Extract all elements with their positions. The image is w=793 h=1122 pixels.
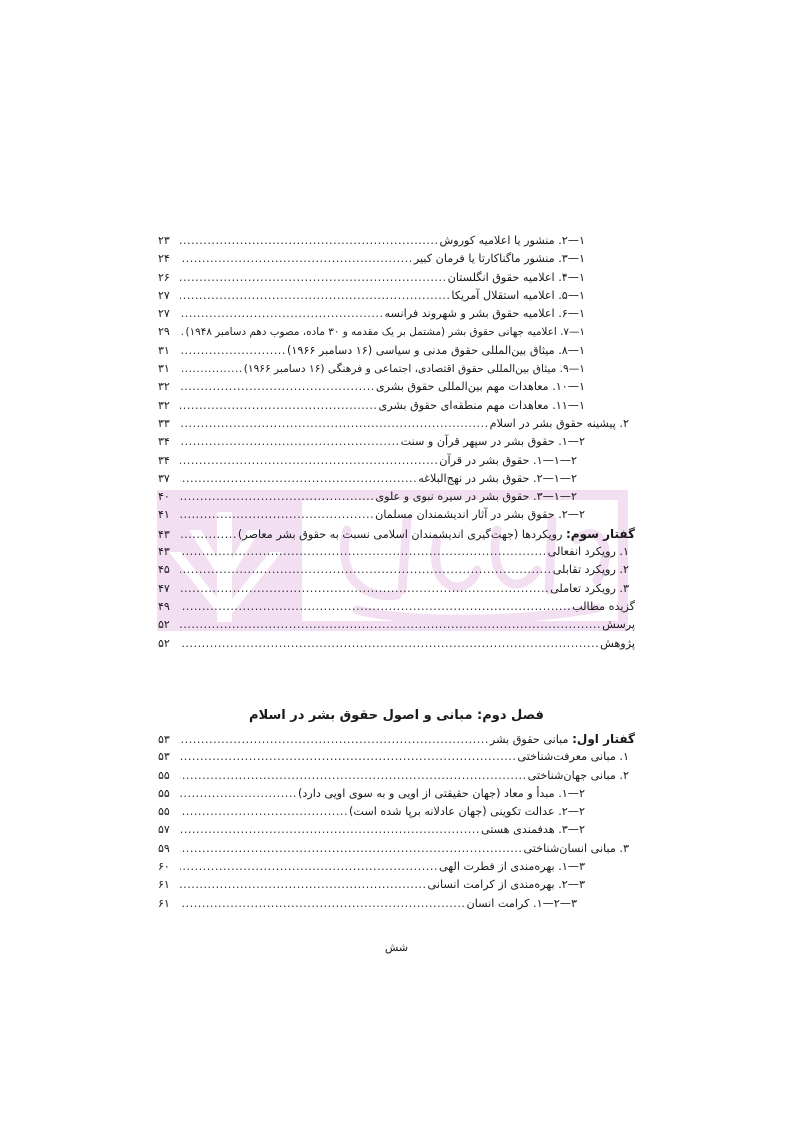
page-number: ۵۷ — [158, 823, 170, 837]
leader-dots — [180, 506, 374, 524]
page-number: ۵۲ — [158, 636, 170, 650]
leader-dots — [180, 378, 375, 396]
page-number: ۴۱ — [158, 508, 170, 522]
page-number: ۴۳ — [158, 545, 170, 559]
toc-entry[interactable]: ۱—۷. اعلامیه جهانی حقوق بشر (مشتمل بر یک مقدمه و ۳۰ ماده، مصوب دهم دسامبر ۱۹۴۸) ..... ۲۹ — [158, 323, 635, 341]
toc-entry[interactable]: ۲—۲. عدالت تکوینی (جهان عادلانه برپا شده است) ..... ۵۵ — [158, 803, 635, 821]
leader-dots — [180, 470, 417, 488]
page-footer-label: شش — [384, 941, 409, 954]
page-number: ۴۳ — [158, 527, 170, 541]
toc-entry[interactable]: ۲. پیشینه حقوق بشر در اسلام ..... ۳۳ — [158, 415, 635, 433]
leader-dots — [180, 731, 489, 749]
toc-entry[interactable]: ۳. مبانی انسان‌شناختی ..... ۵۹ — [158, 840, 635, 858]
page-number: ۳۱ — [158, 343, 170, 357]
leader-dots — [180, 598, 571, 616]
toc-entry[interactable]: ۱—۱۱. معاهدات مهم منطقه‌ای حقوق بشری ..... ۳۲ — [158, 397, 635, 415]
section-heading-label: گفتار سوم: — [565, 526, 635, 541]
toc-entry[interactable]: پرسش ..... ۵۲ — [158, 616, 635, 634]
page-number: ۶۱ — [158, 878, 170, 892]
page-number: ۴۹ — [158, 599, 170, 613]
section-heading-label: گفتار اول: — [572, 732, 635, 746]
page-number: ۶۱ — [158, 896, 170, 910]
page-number: ۳۲ — [158, 398, 170, 412]
leader-dots — [180, 895, 465, 913]
page-number: ۵۳ — [158, 750, 170, 764]
page-number: ۶۰ — [158, 860, 170, 874]
leader-dots — [180, 287, 450, 305]
toc-entry[interactable]: ۲. رویکرد تقابلی ..... ۴۵ — [158, 561, 635, 579]
toc-entry[interactable]: ۳—۲—۱. کرامت انسان ..... ۶۱ — [158, 895, 635, 913]
page-number: ۵۳ — [158, 733, 170, 746]
toc-entry[interactable]: ۲—۱. حقوق بشر در سپهر قرآن و سنت ..... ۳۴ — [158, 433, 635, 451]
toc-entry[interactable]: ۱. مبانی معرفت‌شناختی ..... ۵۳ — [158, 748, 635, 766]
toc-entry[interactable]: ۱—۳. منشور ماگناکارتا یا فرمان کبیر ..... ۲۴ — [158, 250, 635, 268]
page-number: ۲۳ — [158, 234, 170, 247]
leader-dots — [180, 269, 447, 287]
page-number: ۴۷ — [158, 581, 170, 595]
leader-dots — [180, 821, 480, 839]
toc-entry[interactable]: ۱—۸. میثاق بین‌المللی حقوق مدنی و سیاسی (۱۶ دسامبر ۱۹۶۶) ..... ۳۱ — [158, 342, 635, 360]
page-number: ۳۷ — [158, 471, 170, 485]
toc-entry[interactable]: ۳—۲. بهره‌مندی از کرامت انسانی ..... ۶۱ — [158, 876, 635, 894]
chapter-title: فصل دوم: مبانی و اصول حقوق بشر در اسلام — [249, 708, 544, 723]
leader-dots — [180, 323, 185, 341]
toc-entry[interactable]: گزیده مطالب ..... ۴۹ — [158, 598, 635, 616]
toc-entry[interactable]: ۳. رویکرد تعاملی ..... ۴۷ — [158, 580, 635, 598]
toc-entry[interactable]: ۱—۹. میثاق بین‌المللی حقوق اقتصادی، اجتماعی و فرهنگی (۱۶ دسامبر ۱۹۶۶) ..... ۳۱ — [158, 360, 635, 378]
leader-dots — [180, 767, 527, 785]
leader-dots — [180, 858, 438, 876]
page-number: ۴۰ — [158, 490, 170, 504]
toc-entry[interactable]: ۲—۳. هدفمندی هستی ..... ۵۷ — [158, 821, 635, 839]
page-number: ۲۶ — [158, 270, 170, 284]
leader-dots — [180, 543, 547, 561]
page-number: ۳۳ — [158, 416, 170, 430]
leader-dots — [180, 616, 601, 634]
page-number: ۵۹ — [158, 841, 170, 855]
page-number: ۴۵ — [158, 563, 170, 577]
page-number: ۲۷ — [158, 288, 170, 302]
toc-chapter-2 — [158, 730, 635, 913]
toc-entry[interactable]: ۳—۱. بهره‌مندی از فطرت الهی ..... ۶۰ — [158, 858, 635, 876]
toc-entry[interactable]: ۲—۱—۲. حقوق بشر در نهج‌البلاغه ..... ۳۷ — [158, 470, 635, 488]
toc-section-1 — [158, 232, 635, 653]
leader-dots — [180, 748, 516, 766]
leader-dots — [180, 580, 549, 598]
leader-dots — [180, 250, 413, 268]
page-number: ۳۲ — [158, 380, 170, 394]
toc-entry[interactable]: ۱—۱۰. معاهدات مهم بین‌المللی حقوق بشری ..... ۳۲ — [158, 378, 635, 396]
leader-dots — [180, 561, 552, 579]
page-number: ۲۷ — [158, 307, 170, 321]
toc-entry[interactable]: ۱—۶. اعلامیه حقوق بشر و شهروند فرانسه ..... ۲۷ — [158, 305, 635, 323]
leader-dots — [180, 840, 522, 858]
leader-dots — [180, 803, 348, 821]
toc-entry[interactable]: ۲—۱—۳. حقوق بشر در سیره نبوی و علوی ..... ۴۰ — [158, 488, 635, 506]
leader-dots — [180, 360, 243, 378]
page-number: ۳۴ — [158, 435, 170, 449]
toc-entry[interactable]: ۱. رویکرد انفعالی ..... ۴۳ — [158, 543, 635, 561]
leader-dots — [180, 526, 237, 544]
page-number: ۵۵ — [158, 786, 170, 800]
page-number: ۵۵ — [158, 805, 170, 819]
leader-dots — [180, 342, 286, 360]
page-number: ۳۴ — [158, 453, 170, 467]
leader-dots — [180, 785, 297, 803]
toc-entry[interactable]: ۲—۱—۱. حقوق بشر در قرآن ..... ۳۴ — [158, 452, 635, 470]
leader-dots — [180, 433, 400, 451]
toc-entry[interactable]: ۱—۴. اعلامیه حقوق انگلستان ..... ۲۶ — [158, 269, 635, 287]
toc-entry[interactable]: ۲—۲. حقوق بشر در آثار اندیشمندان مسلمان ..... ۴۱ — [158, 506, 635, 524]
toc-entry-gofatar-3[interactable]: گفتار سوم: رویکردها (جهت‌گیری اندیشمندان اسلامی نسبت به حقوق بشر معاصر) ..... ۴۳ — [158, 525, 635, 543]
leader-dots — [180, 415, 489, 433]
page-number: ۵۵ — [158, 768, 170, 782]
toc-entry-gofatar-1[interactable]: گفتار اول: مبانی حقوق بشر ..... ۵۳ — [158, 730, 635, 748]
leader-dots — [180, 452, 438, 470]
page-number: ۲۴ — [158, 252, 170, 266]
leader-dots — [180, 876, 427, 894]
leader-dots — [180, 305, 384, 323]
toc-entry[interactable]: ۱—۲. منشور یا اعلامیه کوروش ..... ۲۳ — [158, 232, 635, 250]
leader-dots — [180, 397, 377, 415]
leader-dots — [180, 635, 599, 653]
toc-entry[interactable]: ۲. مبانی جهان‌شناختی ..... ۵۵ — [158, 767, 635, 785]
page-number: ۵۲ — [158, 618, 170, 632]
toc-entry[interactable]: ۱—۵. اعلامیه استقلال آمریکا ..... ۲۷ — [158, 287, 635, 305]
leader-dots — [180, 488, 374, 506]
toc-entry[interactable]: ۲—۱. مبدأ و معاد (جهان حقیقتی از اویی و به سوی اویی دارد) ..... ۵۵ — [158, 785, 635, 803]
toc-entry[interactable]: پژوهش ..... ۵۲ — [158, 635, 635, 653]
leader-dots — [180, 232, 439, 250]
page-number: ۳۱ — [158, 362, 170, 376]
page-number: ۲۹ — [158, 325, 170, 339]
